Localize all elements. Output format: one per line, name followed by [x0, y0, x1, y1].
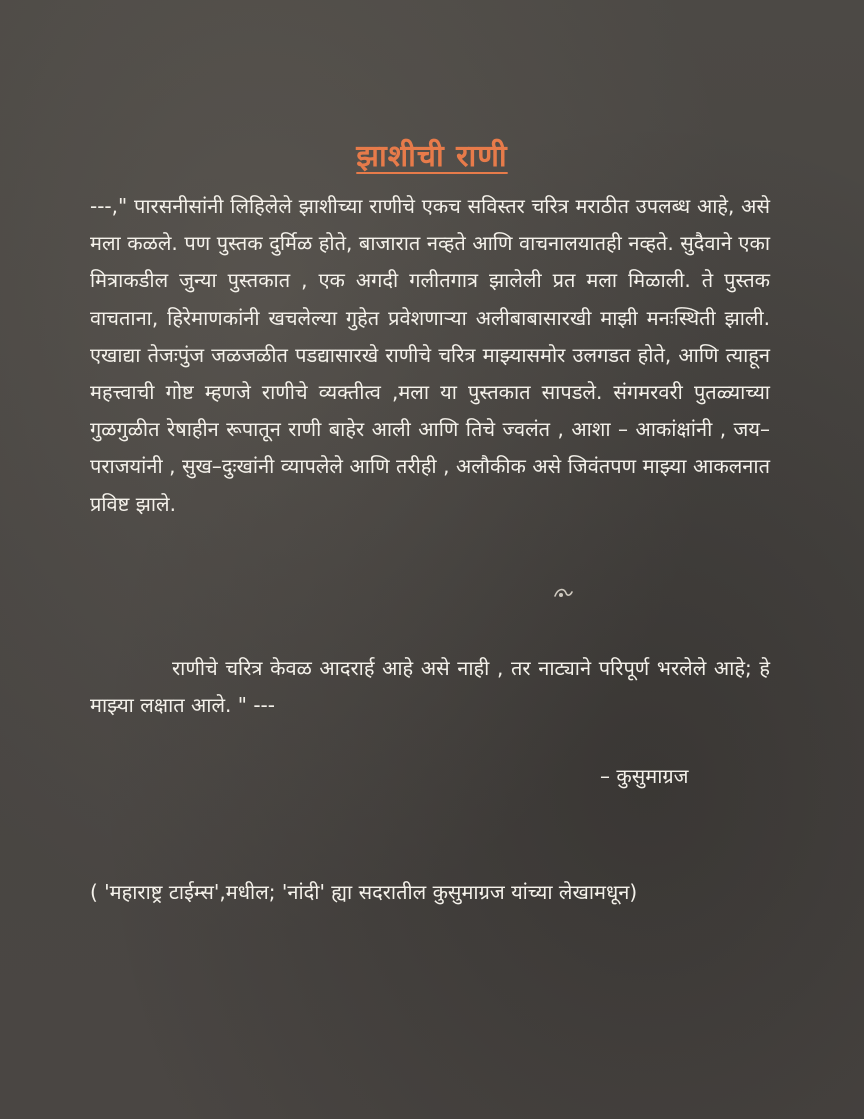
- author-signature: – कुसुमाग्रज: [600, 764, 689, 788]
- page-title: झाशीची राणी: [356, 139, 508, 174]
- paragraph-quote-closing: राणीचे चरित्र केवळ आदरार्ह आहे असे नाही , तर नाट्याने परिपूर्ण भरलेले आहे; हे माझ्या लक्षात आले. " ---: [90, 656, 770, 718]
- source-note: ( 'महाराष्ट्र टाईम्स',मधील; 'नांदी' ह्या सदरातील कुसुमाग्रज यांच्या लेखामधून): [90, 880, 638, 904]
- paragraph-quote-main: ---," पारसनीसांनी लिहिलेले झाशीच्या राणीचे एकच सविस्तर चरित्र मराठीत उपलब्ध आहे, असे मला कळले. पण पुस्तक दुर्मिळ होते, बाजारात नव्हते आणि वाचनालयातही नव्हते. सुदैवाने एका मित्राकडील जुन्या पुस्तकात , एक अगदी गलीतगात्र झालेली प्रत मला मिळाली. ते पुस्तक वाचताना, हिरेमाणकांनी खचलेल्या गुहेत प्रवेशणाऱ्या अलीबाबासारखी माझी मनःस्थिती झाली. एखाद्या तेजःपुंज जळजळीत पडद्यासारखे राणीचे चरित्र माझ्यासमोर उलगडत होते, आणि त्याहून महत्त्वाची गोष्ट म्हणजे राणीचे व्यक्तीत्व ,मला या पुस्तकात सापडले. संगमरवरी पुतळ्याच्या गुळगुळीत रेषाहीन रूपातून राणी बाहेर आली आणि तिचे ज्वलंत , आशा – आकांक्षांनी , जय– पराजयांनी , सुख–दुःखांनी व्यापलेले आणि तरीही , अलौकीक असे जिवंतपण माझ्या आकलनात प्रविष्ट झाले.: [90, 194, 770, 516]
- flourish-icon: [552, 584, 574, 602]
